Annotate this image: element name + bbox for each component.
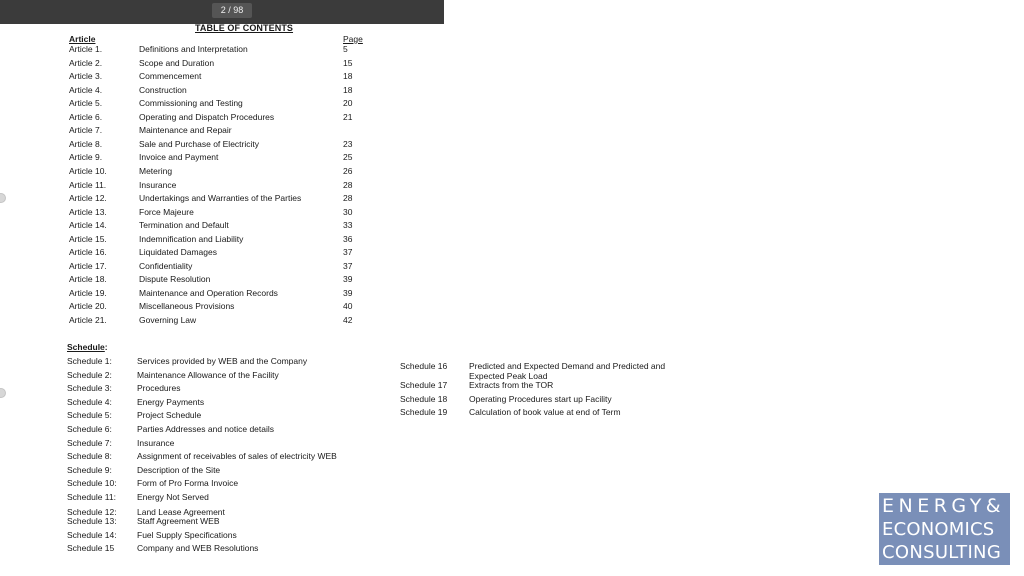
toc-row	[0, 85, 444, 98]
schedule-title: Assignment of receivables of sales of electricity WEB	[137, 451, 337, 461]
logo-line-1: ENERGY&	[882, 495, 1006, 517]
schedule-number: Schedule 12:	[67, 507, 117, 517]
article-page: 25	[343, 152, 353, 163]
schedule-row	[400, 407, 690, 429]
toc-row	[0, 261, 444, 274]
logo-line-3: CONSULTING	[882, 542, 1002, 563]
article-title: Construction	[139, 84, 187, 95]
schedule-number: Schedule 4:	[67, 397, 112, 407]
article-title: Insurance	[139, 179, 177, 190]
schedule-number: Schedule 17	[400, 380, 448, 390]
page-column-header: Page	[343, 34, 363, 44]
article-number: Article 2.	[69, 57, 103, 68]
toc-row	[0, 166, 444, 179]
article-number: Article 11.	[69, 179, 107, 190]
article-page: 33	[343, 220, 353, 231]
toc-row	[0, 193, 444, 206]
schedule-number: Schedule 10:	[67, 478, 117, 488]
schedule-number: Schedule 18	[400, 394, 448, 404]
article-title: Force Majeure	[139, 206, 194, 217]
schedule-title: Project Schedule	[137, 410, 202, 420]
toc-row	[0, 220, 444, 233]
article-number: Article 6.	[69, 111, 103, 122]
article-page: 40	[343, 301, 353, 312]
schedule-title: Company and WEB Resolutions	[137, 543, 259, 553]
article-number: Article 9.	[69, 152, 103, 163]
article-number: Article 3.	[69, 71, 103, 82]
schedule-number: Schedule 6:	[67, 424, 112, 434]
schedule-title: Services provided by WEB and the Company	[137, 356, 308, 366]
article-title: Definitions and Interpretation	[139, 44, 248, 54]
schedule-title-line-2: Expected Peak Load	[469, 371, 548, 381]
document-page	[0, 0, 444, 576]
article-number: Article 10.	[69, 165, 107, 176]
article-title: Governing Law	[139, 315, 197, 325]
article-number: Article 12.	[69, 193, 107, 204]
toc-row	[0, 71, 444, 84]
article-title: Operating and Dispatch Procedures	[139, 111, 275, 122]
toc-row	[0, 301, 444, 314]
article-page: 36	[343, 233, 353, 244]
article-page: 18	[343, 84, 353, 95]
toc-row	[0, 315, 444, 328]
toc-row	[0, 180, 444, 193]
article-number: Article 18.	[69, 274, 107, 285]
article-number: Article 5.	[69, 98, 103, 109]
article-page: 42	[343, 315, 353, 325]
article-page: 5	[343, 44, 348, 54]
article-title: Indemnification and Liability	[139, 233, 244, 244]
schedule-title-line: Operating Procedures start up Facility	[469, 394, 612, 404]
article-page: 28	[343, 179, 353, 190]
toc-row	[0, 234, 444, 247]
schedule-title: Description of the Site	[137, 465, 221, 475]
schedule-number: Schedule 8:	[67, 451, 112, 461]
company-logo	[879, 493, 1010, 565]
schedule-title-line: Extracts from the TOR	[469, 380, 554, 390]
article-number: Article 7.	[69, 125, 103, 136]
logo-line-2: ECONOMICS	[882, 519, 995, 540]
schedule-title-line: Predicted and Expected Demand and Predicted and	[469, 361, 666, 371]
toc-row	[0, 125, 444, 138]
toc-row	[0, 152, 444, 165]
schedule-title: Parties Addresses and notice details	[137, 424, 275, 434]
schedule-title: Land Lease Agreement	[137, 507, 225, 517]
schedule-title: Fuel Supply Specifications	[137, 530, 237, 540]
article-number: Article 19.	[69, 287, 107, 298]
schedule-number: Schedule 16	[400, 361, 448, 371]
article-page: 18	[343, 71, 353, 82]
article-title: Commencement	[139, 71, 202, 82]
toc-row	[0, 207, 444, 220]
schedule-title: Maintenance Allowance of the Facility	[137, 370, 279, 380]
article-number: Article 4.	[69, 84, 103, 95]
article-title: Liquidated Damages	[139, 247, 217, 258]
article-page: 21	[343, 111, 353, 122]
article-page: 30	[343, 206, 353, 217]
toc-title: TABLE OF CONTENTS	[195, 23, 294, 33]
article-title: Invoice and Payment	[139, 152, 219, 163]
article-number: Article 20.	[69, 301, 107, 312]
article-number: Article 16.	[69, 247, 107, 258]
article-page: 28	[343, 193, 353, 204]
schedule-title: Energy Payments	[137, 397, 205, 407]
article-number: Article 1.	[69, 44, 103, 54]
page-indicator[interactable]: 2 / 98	[212, 3, 252, 18]
article-number: Article 8.	[69, 138, 103, 149]
article-title: Commissioning and Testing	[139, 98, 243, 109]
schedule-title-line: Calculation of book value at end of Term	[469, 407, 621, 417]
article-title: Undertakings and Warranties of the Parties	[139, 193, 302, 204]
article-page: 37	[343, 260, 353, 271]
schedule-title: Procedures	[137, 383, 181, 393]
article-title: Confidentiality	[139, 260, 193, 271]
schedule-heading-text: Schedule	[67, 342, 105, 352]
toc-row	[0, 112, 444, 125]
article-column-header: Article	[69, 34, 96, 44]
article-page: 39	[343, 287, 353, 298]
article-title: Metering	[139, 165, 173, 176]
schedule-title: Energy Not Served	[137, 492, 209, 502]
schedule-title	[469, 394, 612, 404]
article-title: Miscellaneous Provisions	[139, 301, 235, 312]
article-page: 39	[343, 274, 353, 285]
article-page: 20	[343, 98, 353, 109]
article-number: Article 14.	[69, 220, 107, 231]
article-page: 23	[343, 138, 353, 149]
toc-row	[0, 139, 444, 152]
article-page: 37	[343, 247, 353, 258]
toc-row	[0, 44, 444, 57]
schedule-number: Schedule 19	[400, 407, 448, 417]
schedule-title: Form of Pro Forma Invoice	[137, 478, 239, 488]
article-page: 26	[343, 165, 353, 176]
schedule-number: Schedule 1:	[67, 356, 112, 366]
schedule-heading	[67, 342, 108, 352]
toc-row	[0, 274, 444, 287]
article-number: Article 21.	[69, 315, 107, 325]
toc-row	[0, 288, 444, 301]
schedule-title	[469, 361, 665, 381]
schedule-number: Schedule 2:	[67, 370, 112, 380]
article-number: Article 13.	[69, 206, 107, 217]
schedule-number: Schedule 11:	[67, 492, 116, 502]
schedule-title	[469, 380, 553, 390]
toc-row	[0, 247, 444, 260]
schedule-number: Schedule 13:	[67, 516, 117, 526]
toc-row	[0, 98, 444, 111]
schedule-number: Schedule 5:	[67, 410, 112, 420]
article-title: Termination and Default	[139, 220, 229, 231]
article-number: Article 17.	[69, 260, 107, 271]
schedule-number: Schedule 15	[67, 543, 115, 553]
article-title: Scope and Duration	[139, 57, 215, 68]
schedule-title: Insurance	[137, 438, 175, 448]
schedule-number: Schedule 14:	[67, 530, 117, 540]
article-number: Article 15.	[69, 233, 107, 244]
schedule-heading-colon: :	[104, 342, 108, 352]
schedule-number: Schedule 7:	[67, 438, 112, 448]
article-title: Dispute Resolution	[139, 274, 211, 285]
article-title: Sale and Purchase of Electricity	[139, 138, 260, 149]
article-title: Maintenance and Repair	[139, 125, 232, 136]
article-page: 15	[343, 57, 353, 68]
article-title: Maintenance and Operation Records	[139, 287, 278, 298]
schedule-title	[469, 407, 621, 417]
schedule-title: Staff Agreement WEB	[137, 516, 220, 526]
toc-row	[0, 58, 444, 71]
schedule-number: Schedule 3:	[67, 383, 112, 393]
schedule-number: Schedule 9:	[67, 465, 112, 475]
